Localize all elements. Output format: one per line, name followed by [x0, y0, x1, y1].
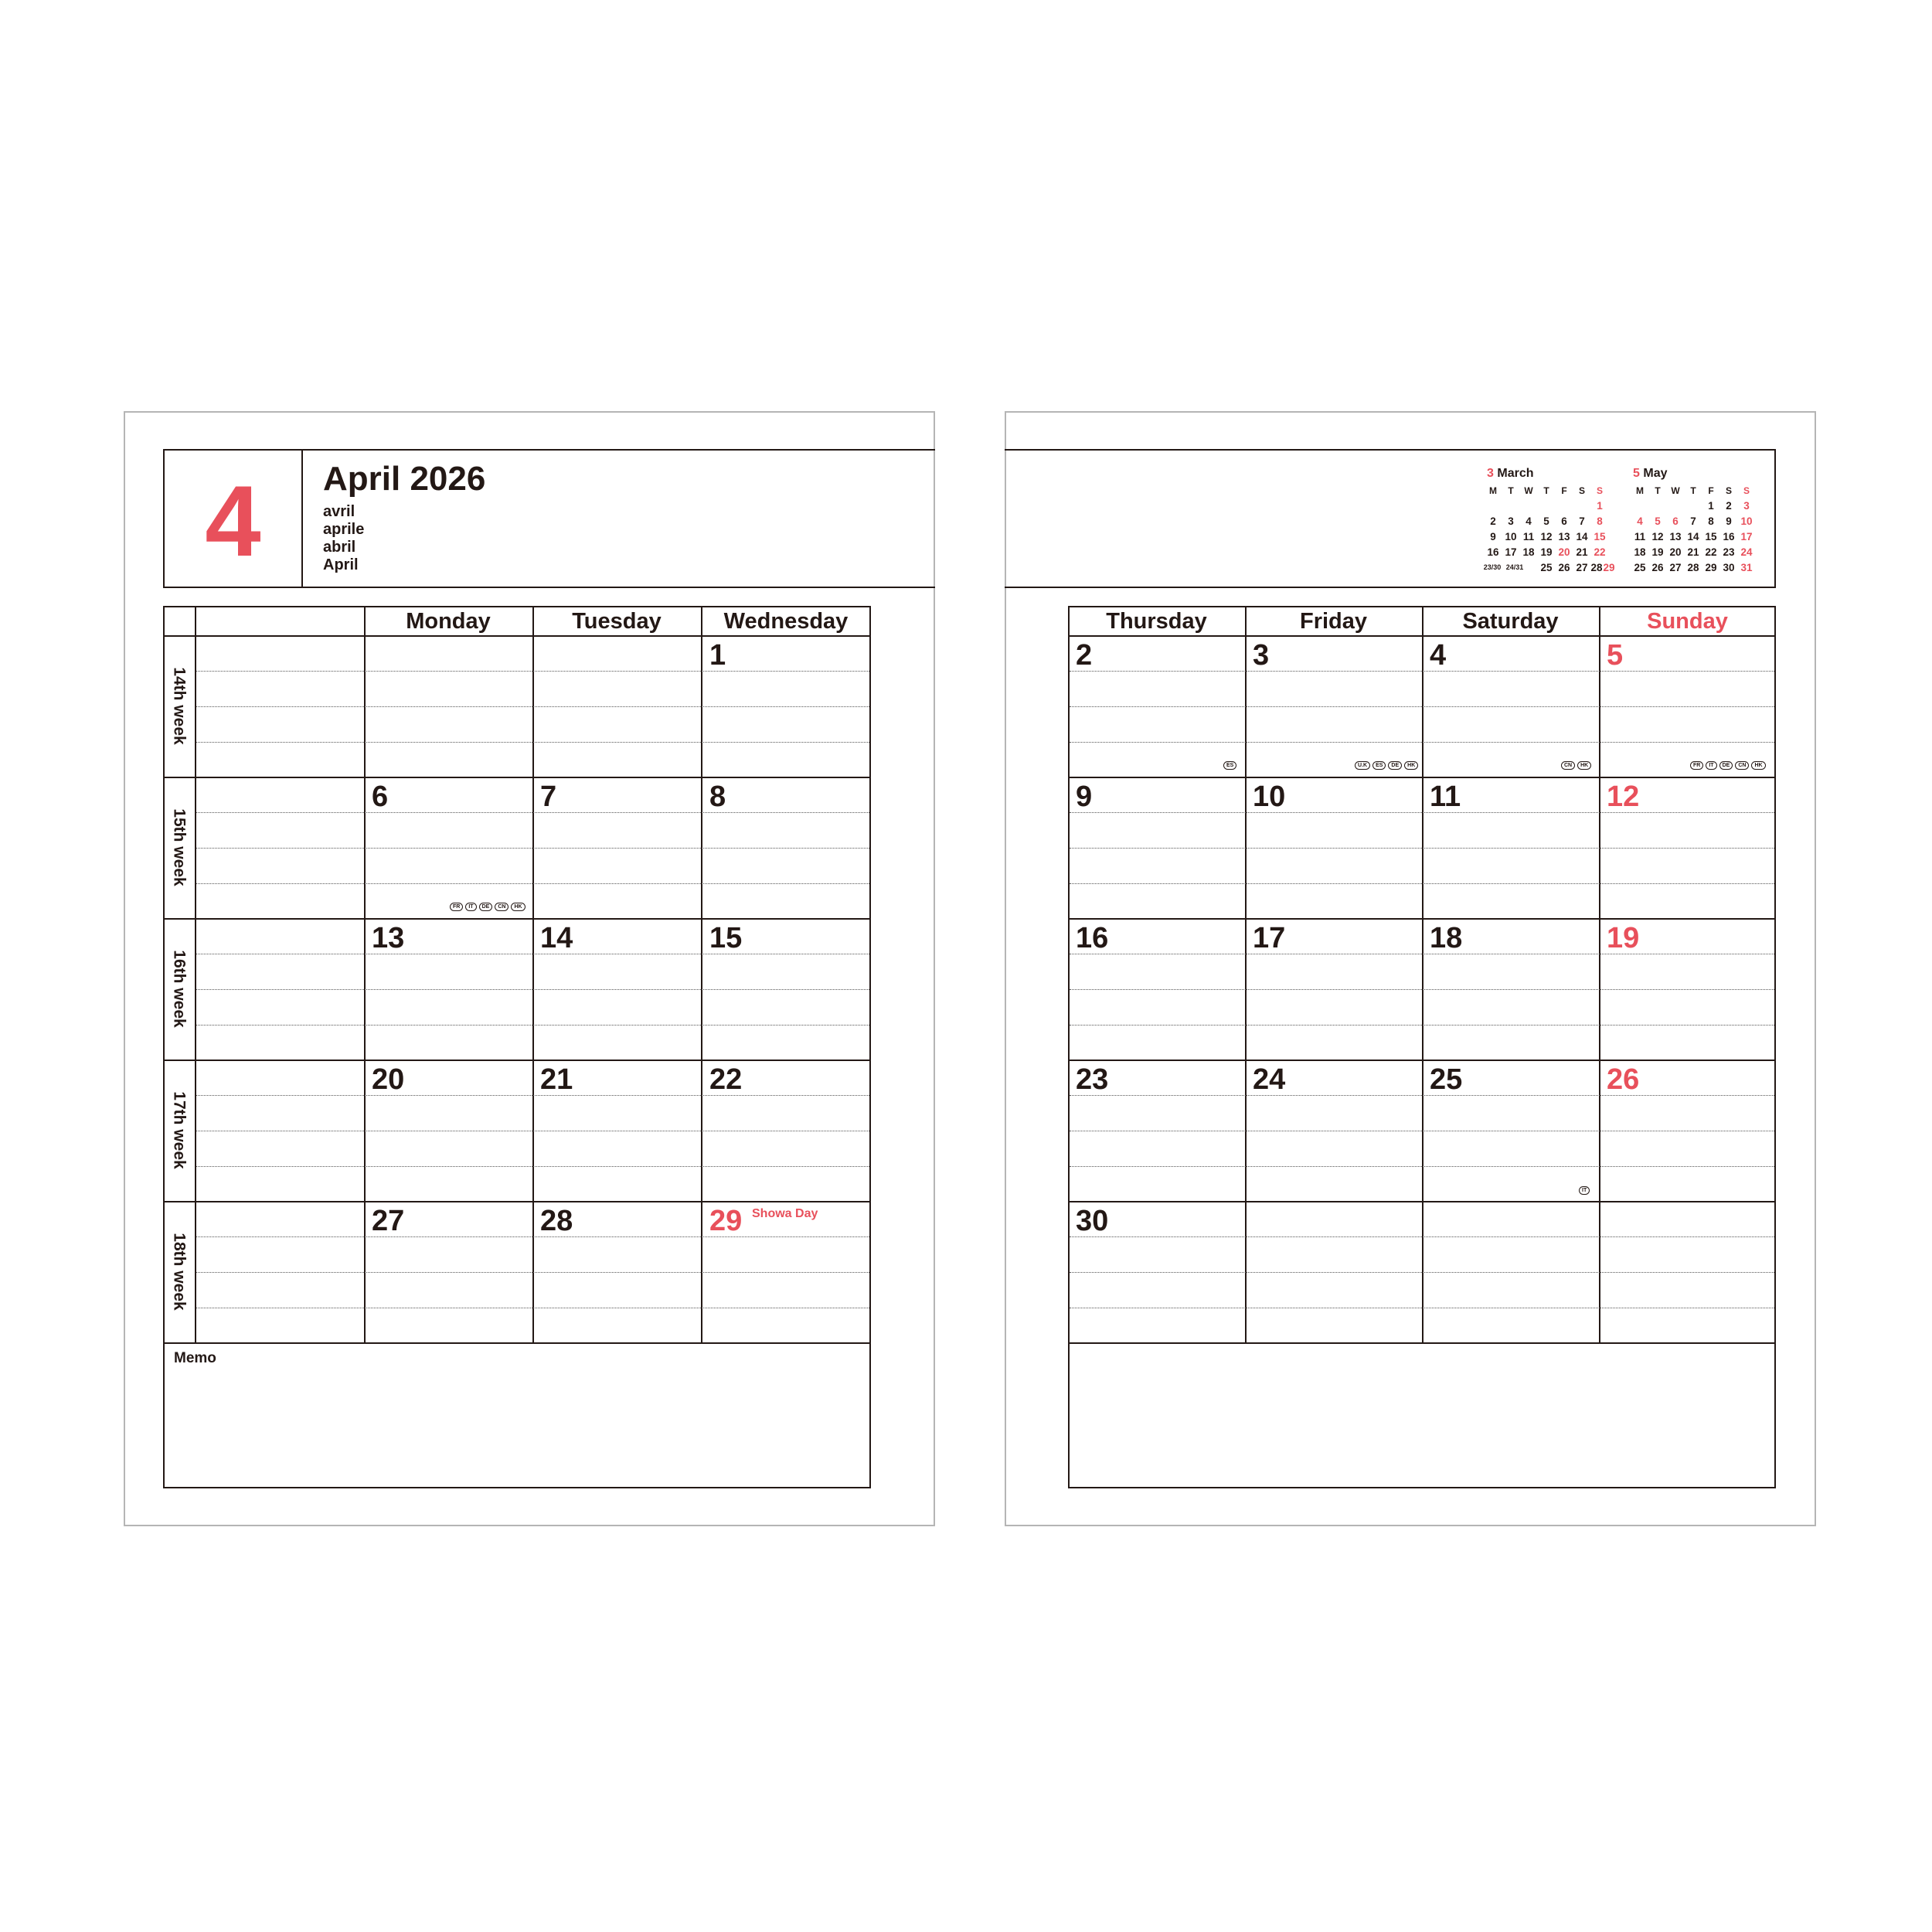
mini-date: 25: [1540, 562, 1553, 573]
mini-date: 14: [1576, 531, 1588, 543]
mini-date: 10: [1740, 515, 1753, 527]
mini-date: 1: [1708, 500, 1714, 512]
day-number: 16: [1076, 922, 1109, 954]
right-memo-rule: [1068, 1342, 1776, 1344]
left-writing-line: [196, 989, 869, 990]
holiday-day-number: 29: [709, 1205, 743, 1237]
country-badge: FR: [450, 903, 463, 911]
mini-date: 28: [1687, 562, 1699, 573]
left-writing-line: [196, 1236, 869, 1237]
day-number: 21: [540, 1063, 573, 1096]
tuesday-column-rule: [701, 606, 702, 1344]
mini-weekday: T: [1543, 485, 1549, 496]
translation-fr: avril: [323, 503, 355, 520]
month-number: 4: [205, 464, 261, 577]
mini-date: 19: [1651, 546, 1664, 558]
right-week-rule-4: [1068, 1201, 1776, 1202]
mini-date: 18: [1634, 546, 1646, 558]
day-header-friday: Friday: [1299, 609, 1368, 634]
country-badge: FR: [1690, 761, 1703, 770]
right-writing-line: [1070, 989, 1774, 990]
mini-date: 6: [1672, 515, 1679, 527]
day-number: 18: [1430, 922, 1463, 954]
right-day-header-rule: [1068, 635, 1776, 637]
mini-weekday: W: [1671, 485, 1680, 496]
mini-date: 13: [1558, 531, 1570, 543]
right-week-rule-2: [1068, 918, 1776, 920]
mini-weekday: T: [1655, 485, 1661, 496]
right-writing-line: [1070, 671, 1774, 672]
left-week-rule-2: [163, 918, 871, 920]
mini-date: 17: [1740, 531, 1753, 543]
left-writing-line: [196, 848, 869, 849]
mini-date: 1: [1597, 500, 1603, 512]
right-writing-line: [1070, 1236, 1774, 1237]
mini-date: 30: [1723, 562, 1735, 573]
mini-date: 9: [1490, 531, 1496, 543]
mini-weekday: S: [1725, 485, 1732, 496]
week-label: 17th week: [170, 1091, 189, 1169]
day-number: 28: [540, 1205, 573, 1237]
country-badge: IT: [1579, 1186, 1590, 1195]
day-number: 3: [1253, 639, 1270, 672]
mini-date: 3: [1508, 515, 1514, 527]
day-number: 24: [1253, 1063, 1286, 1096]
mini-date: 22: [1594, 546, 1606, 558]
sunday-day-number: 12: [1607, 781, 1640, 813]
right-writing-line: [1070, 1095, 1774, 1096]
sunday-day-number: 26: [1607, 1063, 1640, 1096]
day-header-tuesday: Tuesday: [572, 609, 662, 634]
day-number: 10: [1253, 781, 1286, 813]
mini-date: 29: [1603, 562, 1615, 573]
mini-date: 20: [1669, 546, 1682, 558]
day-number: 25: [1430, 1063, 1463, 1096]
right-writing-line: [1070, 706, 1774, 707]
mini-date: 9: [1726, 515, 1732, 527]
mini-month-name: March: [1497, 467, 1534, 480]
day-header-thursday: Thursday: [1106, 609, 1207, 634]
mini-date: 2: [1726, 500, 1732, 512]
left-writing-line: [196, 883, 869, 884]
country-badge: HK: [1751, 761, 1765, 770]
mini-date: 14: [1687, 531, 1699, 543]
mini-date: 10: [1505, 531, 1517, 543]
holiday-label: Showa Day: [752, 1207, 818, 1220]
sunday-day-number: 5: [1607, 639, 1624, 672]
country-badges: [1355, 761, 1418, 770]
country-badges: [1690, 761, 1766, 770]
right-writing-line: [1070, 742, 1774, 743]
mini-date: 6: [1561, 515, 1567, 527]
right-week-rule-1: [1068, 777, 1776, 778]
day-header-monday: Monday: [406, 609, 491, 634]
mini-weekday: M: [1489, 485, 1497, 496]
country-badge: HK: [511, 903, 525, 911]
mini-date: 12: [1651, 531, 1664, 543]
right-writing-line: [1070, 1272, 1774, 1273]
mini-date: 13: [1669, 531, 1682, 543]
mini-date: 31: [1740, 562, 1753, 573]
country-badge: CN: [495, 903, 509, 911]
mini-date: 22: [1705, 546, 1717, 558]
left-memo-rule: [163, 1342, 871, 1344]
left-week-rule-1: [163, 777, 871, 778]
day-number: 20: [372, 1063, 405, 1096]
mini-date: 16: [1723, 531, 1735, 543]
country-badge: HK: [1404, 761, 1418, 770]
right-header-right-rule: [1774, 449, 1776, 588]
left-writing-line: [196, 671, 869, 672]
day-number: 17: [1253, 922, 1286, 954]
mini-weekday: S: [1743, 485, 1750, 496]
day-number: 11: [1430, 781, 1461, 813]
left-writing-line: [196, 1025, 869, 1026]
day-number: 23: [1076, 1063, 1109, 1096]
country-badges: [1561, 761, 1591, 770]
mini-date: 4: [1637, 515, 1643, 527]
mini-date: 26: [1558, 562, 1570, 573]
day-header-sunday: Sunday: [1647, 609, 1728, 634]
left-writing-line: [196, 742, 869, 743]
mini-date: 23: [1723, 546, 1735, 558]
mini-weekday: T: [1690, 485, 1696, 496]
country-badges: [450, 903, 526, 911]
mini-weekday: W: [1524, 485, 1533, 496]
mini-month-number: 5: [1633, 467, 1640, 480]
translation-it: aprile: [323, 521, 365, 538]
country-badge: CN: [1735, 761, 1749, 770]
country-badge: U.K: [1355, 761, 1370, 770]
mini-weekday: S: [1596, 485, 1603, 496]
memo-label: Memo: [174, 1350, 216, 1366]
country-badge: IT: [465, 903, 476, 911]
left-header-top-rule: [163, 449, 935, 451]
right-header-top-rule: [1005, 449, 1776, 451]
country-badges: [1579, 1186, 1590, 1195]
country-badge: IT: [1706, 761, 1716, 770]
mini-date: 18: [1522, 546, 1535, 558]
mini-date: 28: [1590, 562, 1603, 573]
day-number: 13: [372, 922, 405, 954]
mini-date: 15: [1705, 531, 1717, 543]
mini-weekday: F: [1708, 485, 1714, 496]
day-header-wednesday: Wednesday: [723, 609, 849, 634]
left-writing-line: [196, 1095, 869, 1096]
mini-date: 29: [1705, 562, 1717, 573]
mini-date: 11: [1634, 531, 1646, 543]
mini-date: 12: [1540, 531, 1553, 543]
country-badge: ES: [1223, 761, 1236, 770]
day-header-saturday: Saturday: [1462, 609, 1559, 634]
day-number: 9: [1076, 781, 1093, 813]
mini-date: 15: [1594, 531, 1606, 543]
mini-date: 25: [1634, 562, 1646, 573]
day-number: 22: [709, 1063, 743, 1096]
left-writing-line: [196, 1166, 869, 1167]
left-header-bottom-rule: [163, 587, 935, 588]
mini-date: 7: [1579, 515, 1585, 527]
month-title: April 2026: [323, 460, 486, 498]
left-calendar-grid: [163, 606, 871, 1488]
mini-date: 8: [1597, 515, 1603, 527]
right-writing-line: [1070, 883, 1774, 884]
notes-column-rule: [364, 606, 366, 1344]
mini-date: 19: [1540, 546, 1553, 558]
country-badge: ES: [1372, 761, 1386, 770]
day-number: 30: [1076, 1205, 1109, 1237]
mini-date: 2: [1490, 515, 1496, 527]
left-week-rule-3: [163, 1060, 871, 1061]
right-writing-line: [1070, 1025, 1774, 1026]
left-week-rule-4: [163, 1201, 871, 1202]
mini-date-shared: 24/31: [1505, 563, 1524, 571]
right-writing-line: [1070, 812, 1774, 813]
right-header-bottom-rule: [1005, 587, 1776, 588]
mini-date: 24: [1740, 546, 1753, 558]
left-writing-line: [196, 706, 869, 707]
day-number: 7: [540, 781, 557, 813]
country-badges: [1223, 761, 1236, 770]
week-label: 16th week: [170, 950, 189, 1028]
mini-weekday: T: [1508, 485, 1514, 496]
mini-date: 5: [1655, 515, 1661, 527]
right-week-rule-3: [1068, 1060, 1776, 1061]
mini-date: 8: [1708, 515, 1714, 527]
mini-weekday: S: [1578, 485, 1585, 496]
mini-month-number: 3: [1487, 467, 1494, 480]
day-number: 8: [709, 781, 726, 813]
mini-date: 27: [1576, 562, 1588, 573]
translation-de: April: [323, 556, 359, 573]
mini-date: 16: [1487, 546, 1499, 558]
friday-column-rule: [1422, 606, 1423, 1344]
day-number: 27: [372, 1205, 405, 1237]
week-label: 15th week: [170, 808, 189, 886]
translation-es: abril: [323, 539, 356, 556]
sunday-day-number: 19: [1607, 922, 1640, 954]
country-badge: CN: [1561, 761, 1575, 770]
mini-date: 26: [1651, 562, 1664, 573]
week-label: 14th week: [170, 667, 189, 745]
mini-date: 7: [1690, 515, 1696, 527]
week-column-rule: [195, 606, 196, 1344]
mini-date-shared: 23/30: [1483, 563, 1502, 571]
country-badge: DE: [1388, 761, 1402, 770]
country-badge: DE: [1719, 761, 1733, 770]
mini-date: 21: [1687, 546, 1699, 558]
left-day-header-rule: [163, 635, 871, 637]
mini-date: 17: [1505, 546, 1517, 558]
monday-column-rule: [532, 606, 534, 1344]
mini-weekday: F: [1561, 485, 1567, 496]
day-number: 14: [540, 922, 573, 954]
mini-date: 4: [1526, 515, 1532, 527]
mini-date: 20: [1558, 546, 1570, 558]
day-number: 15: [709, 922, 743, 954]
week-label: 18th week: [170, 1233, 189, 1311]
left-header-divider: [301, 449, 303, 588]
saturday-column-rule: [1599, 606, 1600, 1344]
mini-date: 3: [1743, 500, 1750, 512]
country-badge: HK: [1577, 761, 1591, 770]
mini-date: 5: [1543, 515, 1549, 527]
mini-date: 21: [1576, 546, 1588, 558]
day-number: 4: [1430, 639, 1447, 672]
day-number: 1: [709, 639, 726, 672]
mini-month-name: May: [1643, 467, 1668, 480]
right-writing-line: [1070, 848, 1774, 849]
day-number: 2: [1076, 639, 1093, 672]
left-writing-line: [196, 1272, 869, 1273]
right-writing-line: [1070, 1166, 1774, 1167]
mini-date: 27: [1669, 562, 1682, 573]
thursday-column-rule: [1245, 606, 1247, 1344]
country-badge: DE: [479, 903, 493, 911]
mini-weekday: M: [1636, 485, 1644, 496]
left-writing-line: [196, 812, 869, 813]
day-number: 6: [372, 781, 389, 813]
mini-date: 11: [1522, 531, 1535, 543]
